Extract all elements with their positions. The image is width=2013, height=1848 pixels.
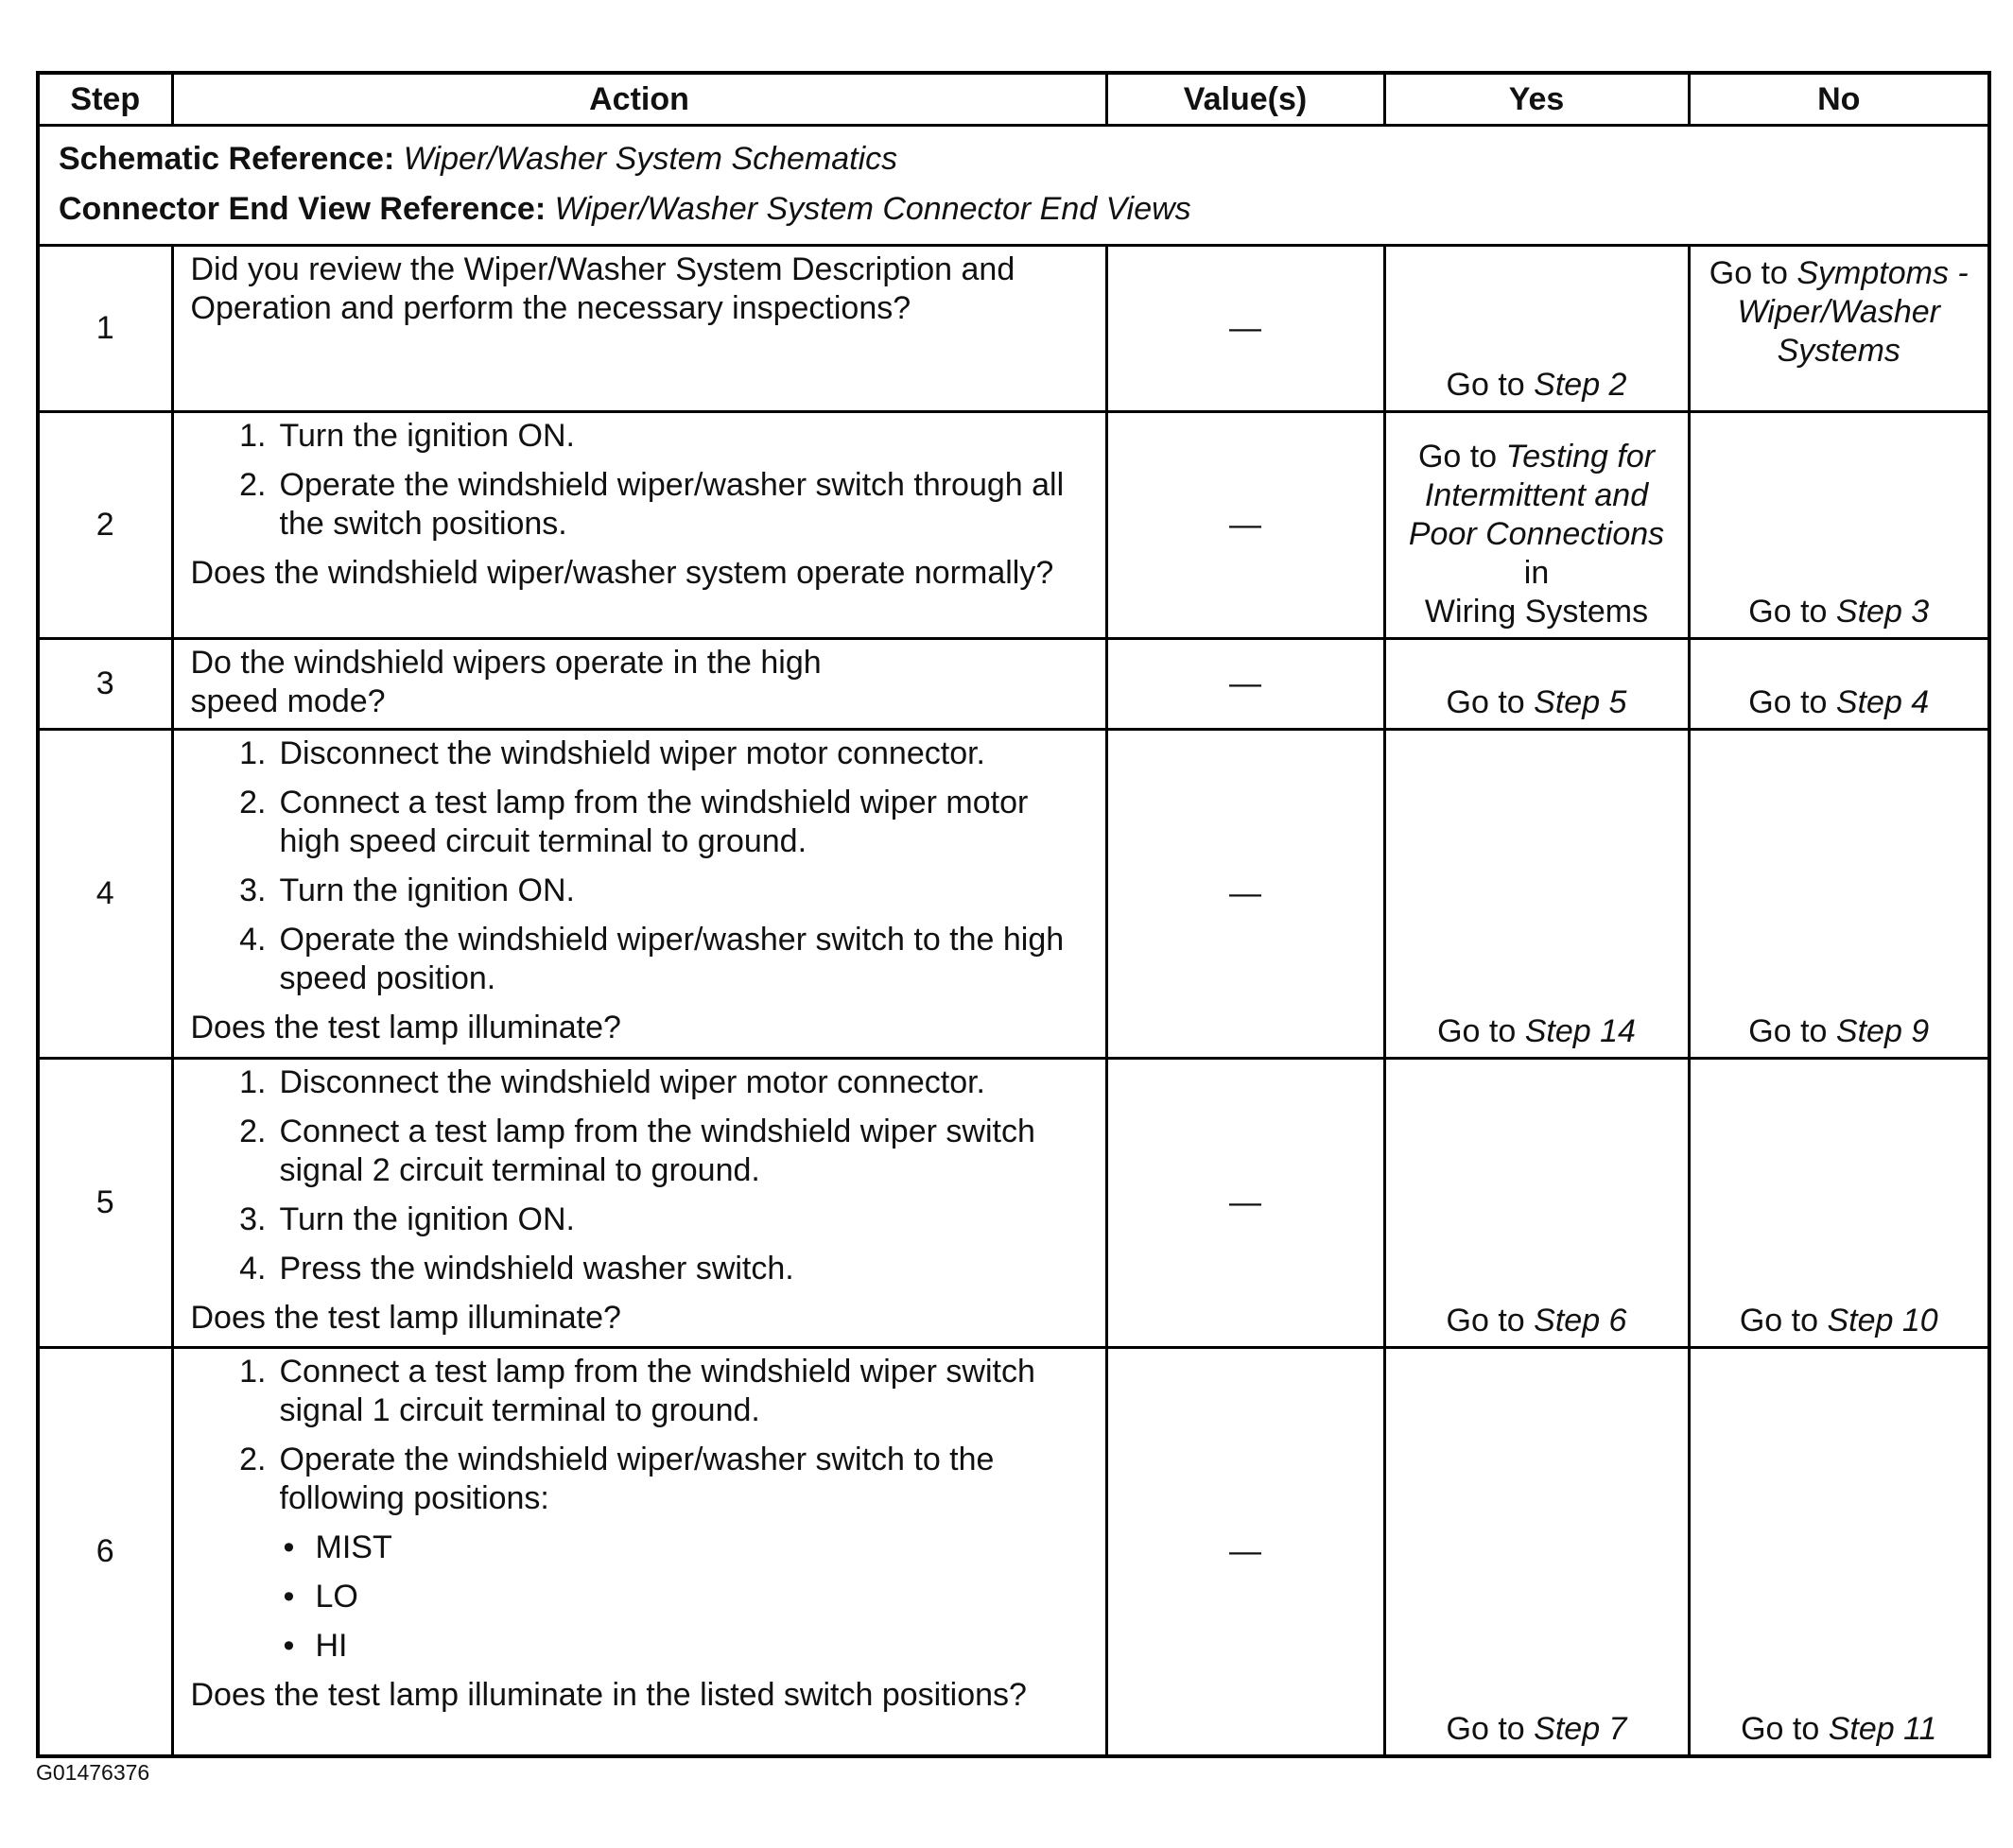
value-cell: — bbox=[1106, 639, 1384, 730]
goto-text: Go to bbox=[1446, 1303, 1525, 1339]
schematic-reference-label: Schematic Reference: bbox=[59, 141, 395, 177]
yes-cell bbox=[1384, 730, 1689, 1059]
header-step: Step bbox=[38, 73, 172, 126]
step-number: 6 bbox=[38, 1348, 172, 1756]
yes-link-tail: Wiring Systems bbox=[1424, 594, 1649, 630]
no-link[interactable]: Step 11 bbox=[1828, 1710, 1937, 1747]
step-number: 5 bbox=[38, 1059, 172, 1348]
header-yes: Yes bbox=[1384, 73, 1689, 126]
goto-text: Go to bbox=[1741, 1710, 1820, 1747]
action-list bbox=[191, 417, 1096, 544]
bullet-item: • LO bbox=[283, 1579, 358, 1615]
value-cell: — bbox=[1106, 730, 1384, 1059]
in-text: in bbox=[1523, 555, 1550, 591]
diagnostic-table-container bbox=[36, 71, 1987, 1758]
action-cell bbox=[172, 246, 1106, 412]
yes-link[interactable]: Step 6 bbox=[1534, 1303, 1627, 1339]
header-values: Value(s) bbox=[1106, 73, 1384, 126]
step-number: 4 bbox=[38, 730, 172, 1059]
goto-text: Go to bbox=[1748, 1013, 1828, 1049]
connector-reference-label: Connector End View Reference: bbox=[59, 191, 547, 227]
step-row-2 bbox=[38, 412, 1989, 639]
no-link[interactable]: Step 3 bbox=[1835, 594, 1930, 630]
yes-cell bbox=[1384, 1059, 1689, 1348]
action-item: 3. Turn the ignition ON. bbox=[239, 1201, 575, 1237]
value-cell: — bbox=[1106, 1059, 1384, 1348]
yes-link[interactable]: Step 2 bbox=[1534, 367, 1627, 403]
step-number: 2 bbox=[38, 412, 172, 639]
goto-text: Go to bbox=[1437, 1013, 1517, 1049]
step-row-3 bbox=[38, 639, 1989, 730]
no-link[interactable]: Step 9 bbox=[1835, 1013, 1930, 1049]
question-text: Does the test lamp illuminate in the listed switch positions? bbox=[190, 1677, 1027, 1713]
no-cell bbox=[1689, 639, 1989, 730]
step-row-5 bbox=[38, 1059, 1989, 1348]
yes-cell bbox=[1384, 639, 1689, 730]
yes-link[interactable]: Step 7 bbox=[1534, 1710, 1627, 1747]
yes-link[interactable]: Step 5 bbox=[1534, 684, 1627, 720]
goto-text: Go to bbox=[1446, 367, 1525, 403]
yes-link[interactable]: Step 14 bbox=[1524, 1013, 1636, 1049]
reference-cell bbox=[38, 126, 1989, 246]
question-text: Does the test lamp illuminate? bbox=[190, 1010, 621, 1045]
header-action: Action bbox=[172, 73, 1106, 126]
yes-cell bbox=[1384, 412, 1689, 639]
step-row-6 bbox=[38, 1348, 1989, 1756]
no-cell bbox=[1689, 730, 1989, 1059]
action-list bbox=[191, 1063, 1096, 1288]
diagnostic-table bbox=[36, 71, 1991, 1758]
value-cell: — bbox=[1106, 1348, 1384, 1756]
action-cell bbox=[172, 730, 1106, 1059]
goto-text: Go to bbox=[1739, 1303, 1818, 1339]
step-row-4 bbox=[38, 730, 1989, 1059]
question-text: Does the windshield wiper/washer system operate normally? bbox=[190, 555, 1054, 591]
step-row-1 bbox=[38, 246, 1989, 412]
action-item: 1. Disconnect the windshield wiper motor connector. bbox=[239, 1064, 985, 1100]
connector-reference-link[interactable]: Wiper/Washer System Connector End Views bbox=[554, 191, 1191, 227]
action-cell bbox=[172, 412, 1106, 639]
no-cell bbox=[1689, 412, 1989, 639]
yes-cell bbox=[1384, 1348, 1689, 1756]
question-text: Do the windshield wipers operate in the high speed mode? bbox=[190, 645, 822, 719]
action-cell bbox=[172, 1059, 1106, 1348]
header-row bbox=[38, 73, 1989, 126]
schematic-reference-link[interactable]: Wiper/Washer System Schematics bbox=[403, 141, 898, 177]
no-cell bbox=[1689, 1059, 1989, 1348]
header-no: No bbox=[1689, 73, 1989, 126]
action-item: 2. Connect a test lamp from the windshield wiper motor high speed circuit terminal to ground. bbox=[239, 785, 1029, 859]
action-cell bbox=[172, 1348, 1106, 1756]
action-item: 3. Turn the ignition ON. bbox=[239, 872, 575, 908]
action-item: 1. Connect a test lamp from the windshield wiper switch signal 1 circuit terminal to ground. bbox=[239, 1354, 1035, 1428]
goto-text: Go to bbox=[1709, 255, 1788, 291]
action-item: 1. Turn the ignition ON. bbox=[239, 418, 575, 454]
action-item: 4. Operate the windshield wiper/washer switch to the high speed position. bbox=[239, 922, 1065, 996]
connector-reference bbox=[59, 184, 1969, 234]
action-cell bbox=[172, 639, 1106, 730]
goto-text: Go to bbox=[1748, 594, 1828, 630]
step-number: 3 bbox=[38, 639, 172, 730]
schematic-reference bbox=[59, 134, 1969, 184]
no-cell bbox=[1689, 246, 1989, 412]
goto-text: Go to bbox=[1417, 439, 1498, 475]
reference-row bbox=[38, 126, 1989, 246]
question-text: Did you review the Wiper/Washer System Description and Operation and perform the necessary inspections? bbox=[190, 251, 1015, 326]
goto-text: Go to bbox=[1446, 684, 1525, 720]
action-item: 2. Operate the windshield wiper/washer switch through all the switch positions. bbox=[239, 467, 1065, 542]
action-list bbox=[191, 1353, 1096, 1518]
goto-text: Go to bbox=[1446, 1710, 1525, 1747]
step-number: 1 bbox=[38, 246, 172, 412]
bullet-item: • MIST bbox=[283, 1529, 392, 1565]
no-cell bbox=[1689, 1348, 1989, 1756]
action-item: 1. Disconnect the windshield wiper motor connector. bbox=[239, 735, 985, 771]
no-link[interactable]: Step 4 bbox=[1835, 684, 1930, 720]
bullet-item: • HI bbox=[283, 1628, 348, 1664]
value-cell: — bbox=[1106, 246, 1384, 412]
no-link[interactable]: Symptoms - Wiper/Washer Systems bbox=[1737, 255, 1969, 369]
action-item: 2. Operate the windshield wiper/washer switch to the following positions: bbox=[239, 1442, 995, 1516]
question-text: Does the test lamp illuminate? bbox=[190, 1300, 621, 1336]
value-cell: — bbox=[1106, 412, 1384, 639]
goto-text: Go to bbox=[1748, 684, 1828, 720]
yes-link[interactable]: Testing for Intermittent and Poor Connections bbox=[1408, 439, 1665, 552]
figure-code: G01476376 bbox=[36, 1760, 150, 1785]
action-item: 2. Connect a test lamp from the windshield wiper switch signal 2 circuit terminal to ground. bbox=[239, 1114, 1035, 1188]
action-list bbox=[191, 734, 1096, 998]
no-link[interactable]: Step 10 bbox=[1827, 1303, 1938, 1339]
action-item: 4. Press the windshield washer switch. bbox=[239, 1251, 794, 1287]
yes-cell bbox=[1384, 246, 1689, 412]
